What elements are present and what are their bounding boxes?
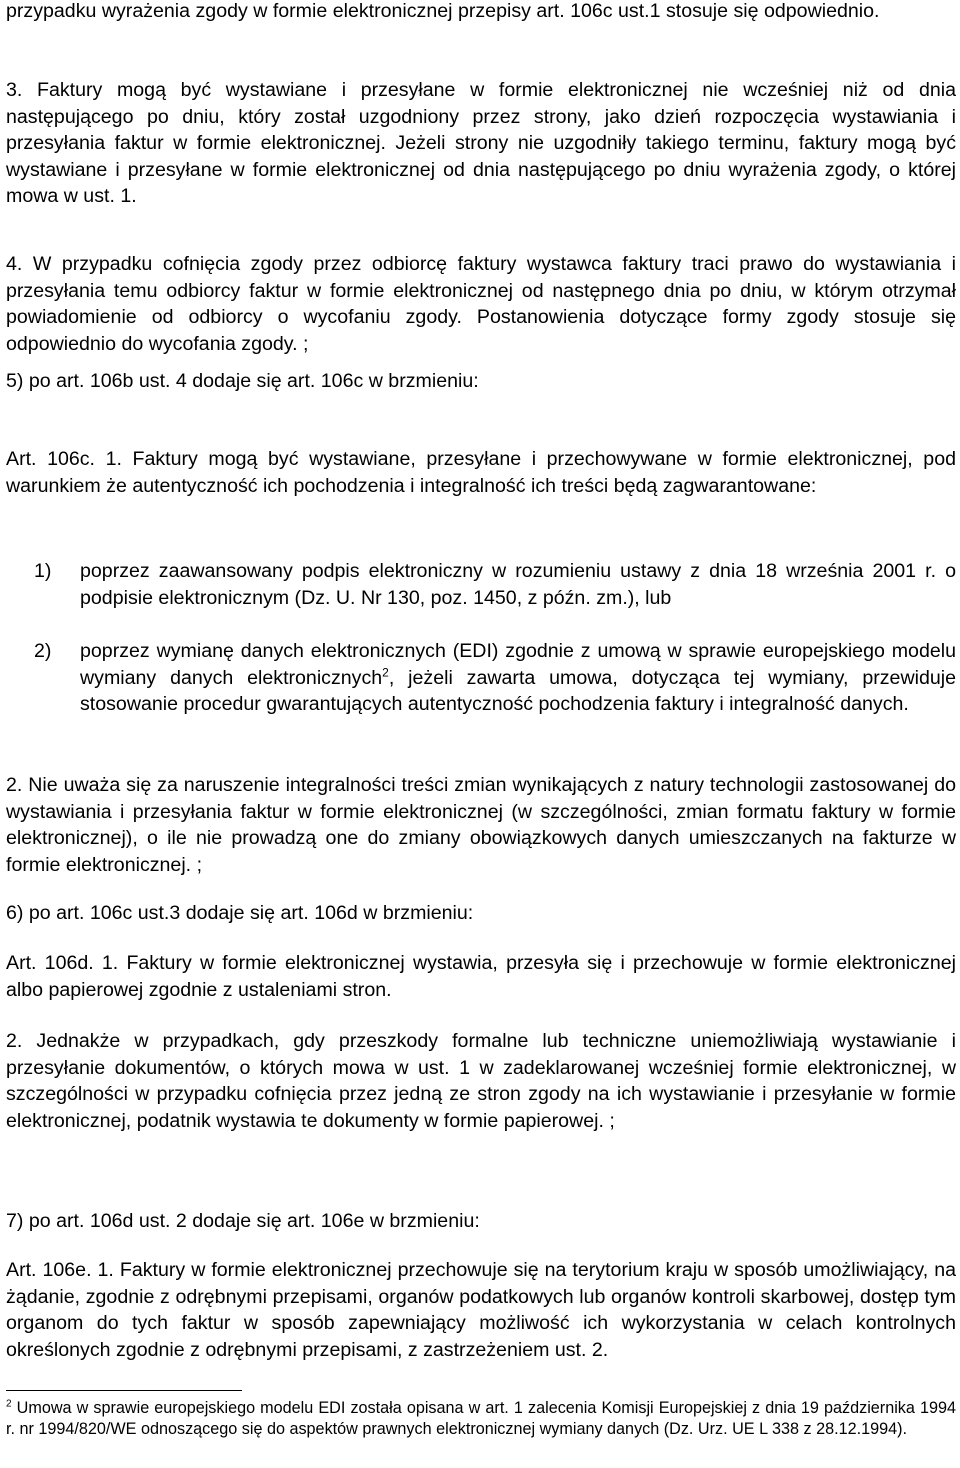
art-106d-paragraph-2: 2. Jednakże w przypadkach, gdy przeszkody formalne lub techniczne uniemożliwiają wystawianie i przesyłanie dokumentów, o których mowa w ust. 1 w zadeklarowanej wcześniej formie elektronicznej, w szczególności w przypadku cofnięcia przez jedną ze stron zgody na ich wystawianie i przesyłanie w formie elektronicznej, podatnik wystawia te dokumenty w formie papierowej. ; [6,1030,956,1132]
point-6-heading: 6) po art. 106c ust.3 dodaje się art. 106d w brzmieniu: [6,902,474,924]
item-text: poprzez zaawansowany podpis elektroniczny w rozumieniu ustawy z dnia 18 września 2001 r. o podpisie elektronicznym (Dz. U. Nr 130, poz. 1450, z późn. zm.), lub [80,560,956,609]
point-5-heading: 5) po art. 106b ust. 4 dodaje się art. 106c w brzmieniu: [6,370,479,392]
art-106d-paragraph-1: Art. 106d. 1. Faktury w formie elektronicznej wystawia, przesyła się i przechowuje w formie elektronicznej albo papierowej zgodnie z ustaleniami stron. [6,952,956,1001]
art-106c-item-1 [6,558,956,611]
paragraph-4: 4. W przypadku cofnięcia zgody przez odbiorcę faktury wystawca faktury traci prawo do wystawiania i przesyłania temu odbiorcy faktur w formie elektronicznej od następnego dnia po dniu, w którym otrzymał powiadomienie od odbiorcy o wycofaniu zgody. Postanowienia dotyczące formy zgody stosuje się odpowiednio do wycofania zgody. ; [6,253,956,355]
footnote-text: Umowa w sprawie europejskiego modelu EDI została opisana w art. 1 zalecenia Komisji Europejskiej z dnia 19 października 1994 r. nr 1994/820/WE odnoszącego się do aspektów prawnych elektronicznej wymiany danych (Dz. Urz. UE L 338 z 28.12.1994). [6,1399,957,1438]
footnote-number: 2 [6,1398,12,1410]
item-text-b: , jeżeli zawarta umowa, dotycząca tej wymiany, przewiduje stosowanie procedur gwarantujących autentyczność pochodzenia faktury i integralność danych. [80,666,956,715]
item-number: 2) [34,640,52,662]
art-106e-paragraph-1: Art. 106e. 1. Faktury w formie elektronicznej przechowuje się na terytorium kraju w sposób umożliwiający, na żądanie, zgodnie z odrębnymi przepisami, organów podatkowych lub organów kontroli skarbowej, dostęp tym organom do tych faktur w sposób zapewniający możliwość ich wykorzystania w celach kontrolnych określonych zgodnie z odrębnymi przepisami, z zastrzeżeniem ust. 2. [6,1259,956,1361]
footnote [6,1398,956,1440]
art-106c-intro: Art. 106c. 1. Faktury mogą być wystawiane, przesyłane i przechowywane w formie elektronicznej, pod warunkiem że autentyczność ich pochodzenia i integralność ich treści będą zagwarantowane: [6,448,956,497]
paragraph-continuation: przypadku wyrażenia zgody w formie elektronicznej przepisy art. 106c ust.1 stosuje się odpowiednio. [6,0,880,22]
footnote-ref: 2 [382,664,389,679]
art-106c-item-2 [6,638,956,718]
item-text-a: poprzez wymianę danych elektronicznych (EDI) zgodnie z umową w sprawie europejskiego modelu wymiany danych elektronicznych [80,640,956,689]
item-number: 1) [34,560,52,582]
paragraph-3: 3. Faktury mogą być wystawiane i przesyłane w formie elektronicznej nie wcześniej niż od dnia następującego po dniu, który został uzgodniony przez strony, jako dzień rozpoczęcia wystawiania i przesyłania faktur w formie elektronicznej. Jeżeli strony nie uzgodniły takiego terminu, faktury mogą być wystawiane i przesyłane w formie elektronicznej od dnia następującego po dniu wyrażenia zgody, o której mowa w ust. 1. [6,79,956,207]
footnote-separator [6,1390,242,1391]
art-106c-paragraph-2: 2. Nie uważa się za naruszenie integralności treści zmian wynikających z natury technologii zastosowanej do wystawiania i przesyłania faktur w formie elektronicznej (w szczególności, zmian formatu faktury w formie elektronicznej), o ile nie prowadzą one do zmiany obowiązkowych danych umieszczanych na fakturze w formie elektronicznej. ; [6,774,956,876]
point-7-heading: 7) po art. 106d ust. 2 dodaje się art. 106e w brzmieniu: [6,1210,480,1232]
